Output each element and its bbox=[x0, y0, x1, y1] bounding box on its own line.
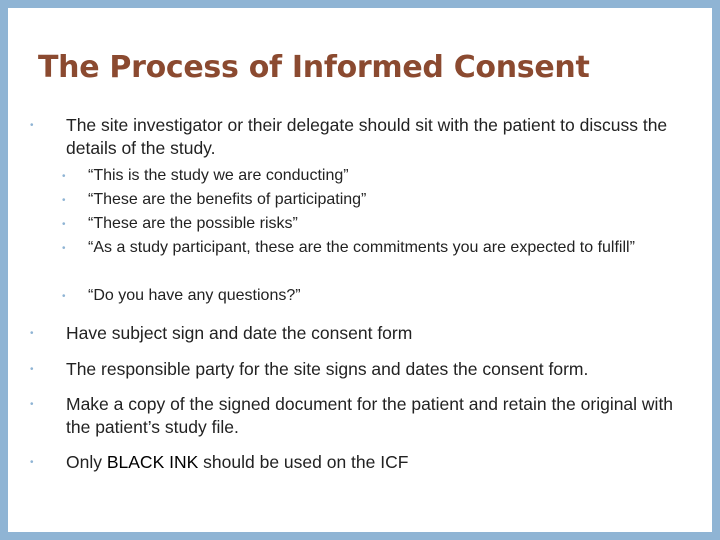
bullet-icon: • bbox=[30, 457, 34, 468]
sub-bullet-item bbox=[62, 237, 684, 259]
bullet-item bbox=[30, 114, 684, 160]
bullet-item bbox=[30, 393, 684, 439]
bullet-item bbox=[30, 358, 684, 381]
bullet-text: Have subject sign and date the consent form bbox=[66, 323, 413, 343]
bullet-icon: • bbox=[30, 328, 34, 339]
bullet-icon: • bbox=[30, 364, 34, 375]
sub-bullet-text: “Do you have any questions?” bbox=[88, 287, 301, 304]
bullet-item bbox=[30, 451, 684, 474]
bullet-icon: • bbox=[30, 120, 34, 131]
bullet-text: The site investigator or their delegate should sit with the patient to discuss the details of the study. bbox=[66, 115, 668, 158]
sub-bullet-text: “As a study participant, these are the commitments you are expected to fulfill” bbox=[88, 239, 635, 256]
sub-bullet-item bbox=[62, 285, 684, 307]
sub-bullet-item bbox=[62, 189, 684, 211]
bullet-icon: • bbox=[62, 243, 66, 254]
bullet-text: Make a copy of the signed document for the patient and retain the original with the patient’s study file. bbox=[66, 394, 674, 437]
bullet-text-after: should be used on the ICF bbox=[198, 452, 409, 472]
bullet-item bbox=[30, 322, 684, 345]
slide-title: The Process of Informed Consent bbox=[38, 50, 590, 85]
bullet-icon: • bbox=[30, 399, 34, 410]
sub-bullet-item bbox=[62, 165, 684, 187]
sub-bullet-text: “These are the possible risks” bbox=[88, 215, 298, 232]
bullet-text: The responsible party for the site signs and dates the consent form. bbox=[66, 359, 589, 379]
bullet-text-before: Only bbox=[66, 452, 107, 472]
sub-bullet-text: “These are the benefits of participating” bbox=[88, 191, 367, 208]
bullet-icon: • bbox=[62, 291, 66, 302]
sub-bullet-text: “This is the study we are conducting” bbox=[88, 167, 349, 184]
slide bbox=[8, 8, 712, 532]
bullet-icon: • bbox=[62, 195, 66, 206]
black-ink-emphasis: BLACK INK bbox=[106, 452, 199, 472]
bullet-icon: • bbox=[62, 219, 66, 230]
bullet-icon: • bbox=[62, 171, 66, 182]
sub-bullet-item bbox=[62, 213, 684, 235]
